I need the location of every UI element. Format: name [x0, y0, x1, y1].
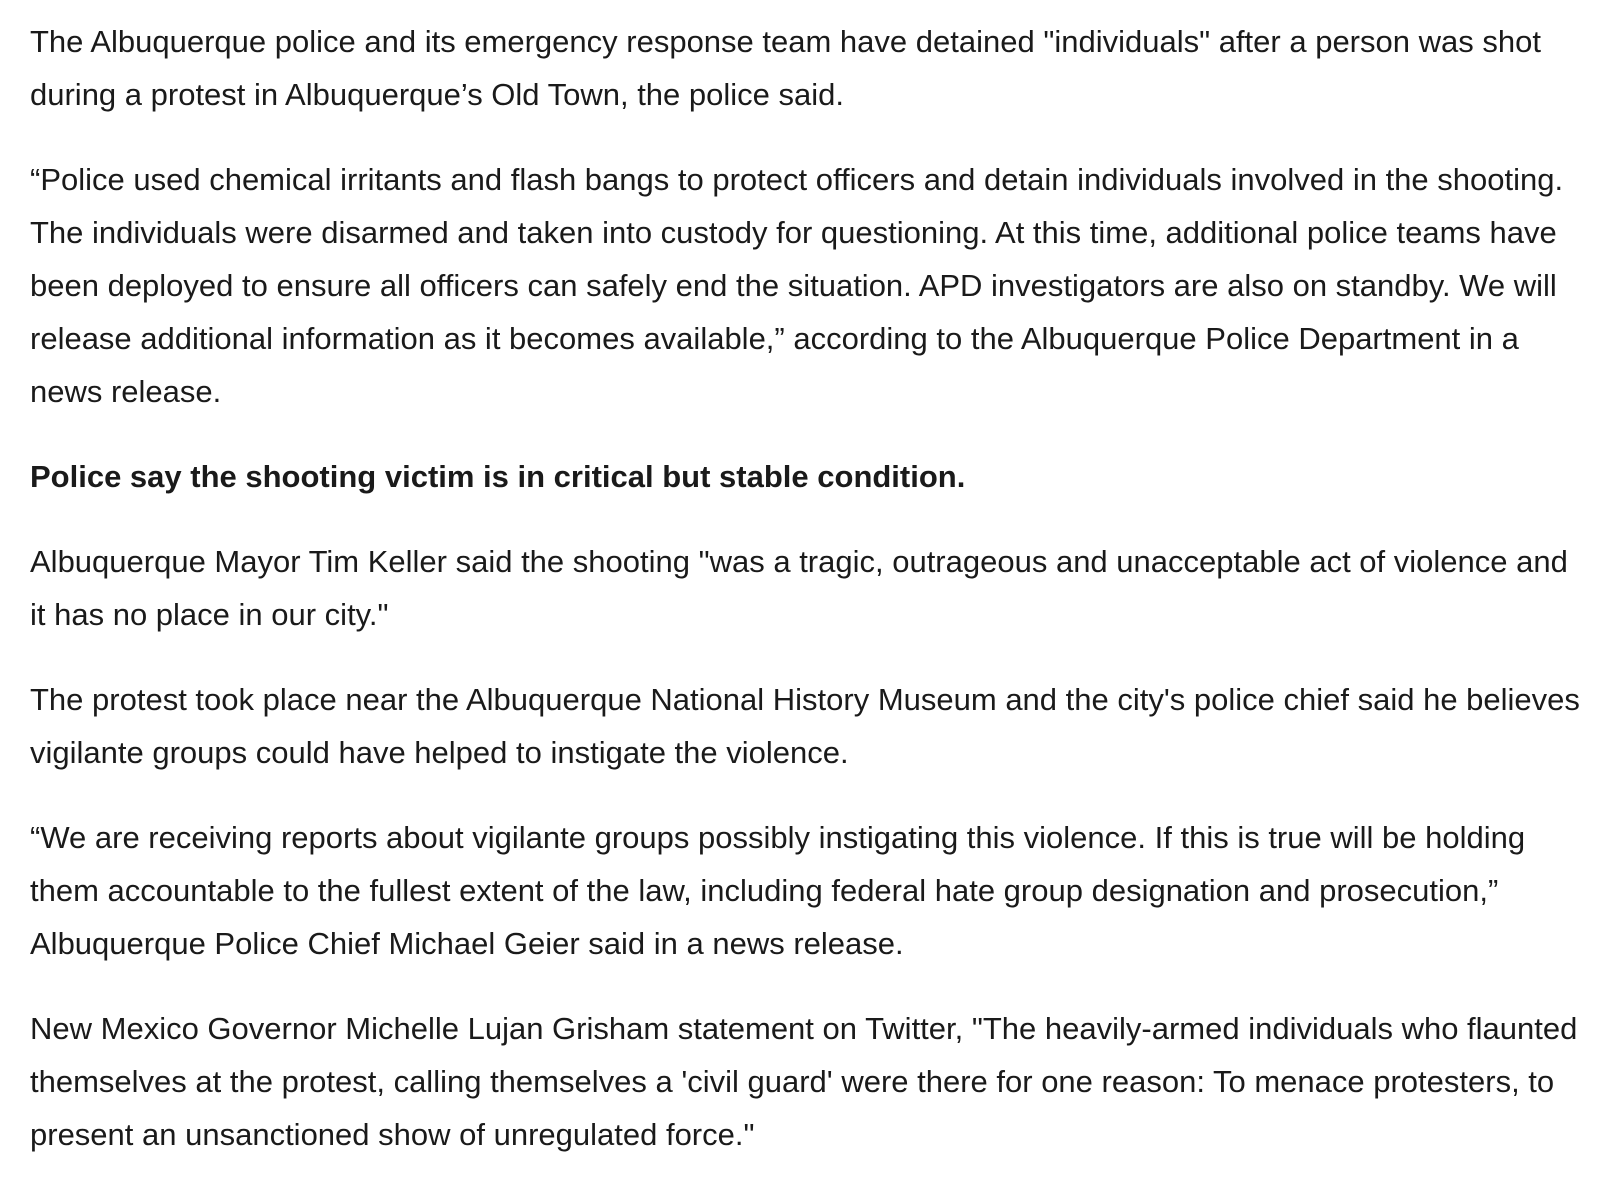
paragraph-chief-quote: “We are receiving reports about vigilante groups possibly instigating this violence. If this is true will be holding them accountable to the fullest extent of the law, including federal hate group designation and prosecution,” Albuquerque Police Chief Michael Geier said in a news release.	[30, 820, 1526, 961]
paragraph-victim-condition: Police say the shooting victim is in critical but stable condition.	[30, 459, 966, 494]
paragraph-governor-statement: New Mexico Governor Michelle Lujan Grisham statement on Twitter, "The heavily-armed individuals who flaunted themselves at the protest, calling themselves a 'civil guard' were there for one reason: To menace protesters, to present an unsanctioned show of unregulated force."	[30, 1011, 1578, 1152]
paragraph-police-statement: “Police used chemical irritants and flash bangs to protect officers and detain individuals involved in the shooting. The individuals were disarmed and taken into custody for questioning. At this time, additional police teams have been deployed to ensure all officers can safely end the situation. APD investigators are also on standby. We will release additional information as it becomes available,” according to the Albuquerque Police Department in a news release.	[30, 162, 1564, 409]
paragraph-detained: The Albuquerque police and its emergency response team have detained "individuals" after a person was shot during a protest in Albuquerque’s Old Town, the police said.	[30, 24, 1541, 112]
paragraph-protest-location: The protest took place near the Albuquerque National History Museum and the city's police chief said he believes vigilante groups could have helped to instigate the violence.	[30, 682, 1580, 770]
paragraph-mayor-quote: Albuquerque Mayor Tim Keller said the shooting "was a tragic, outrageous and unacceptable act of violence and it has no place in our city."	[30, 544, 1568, 632]
